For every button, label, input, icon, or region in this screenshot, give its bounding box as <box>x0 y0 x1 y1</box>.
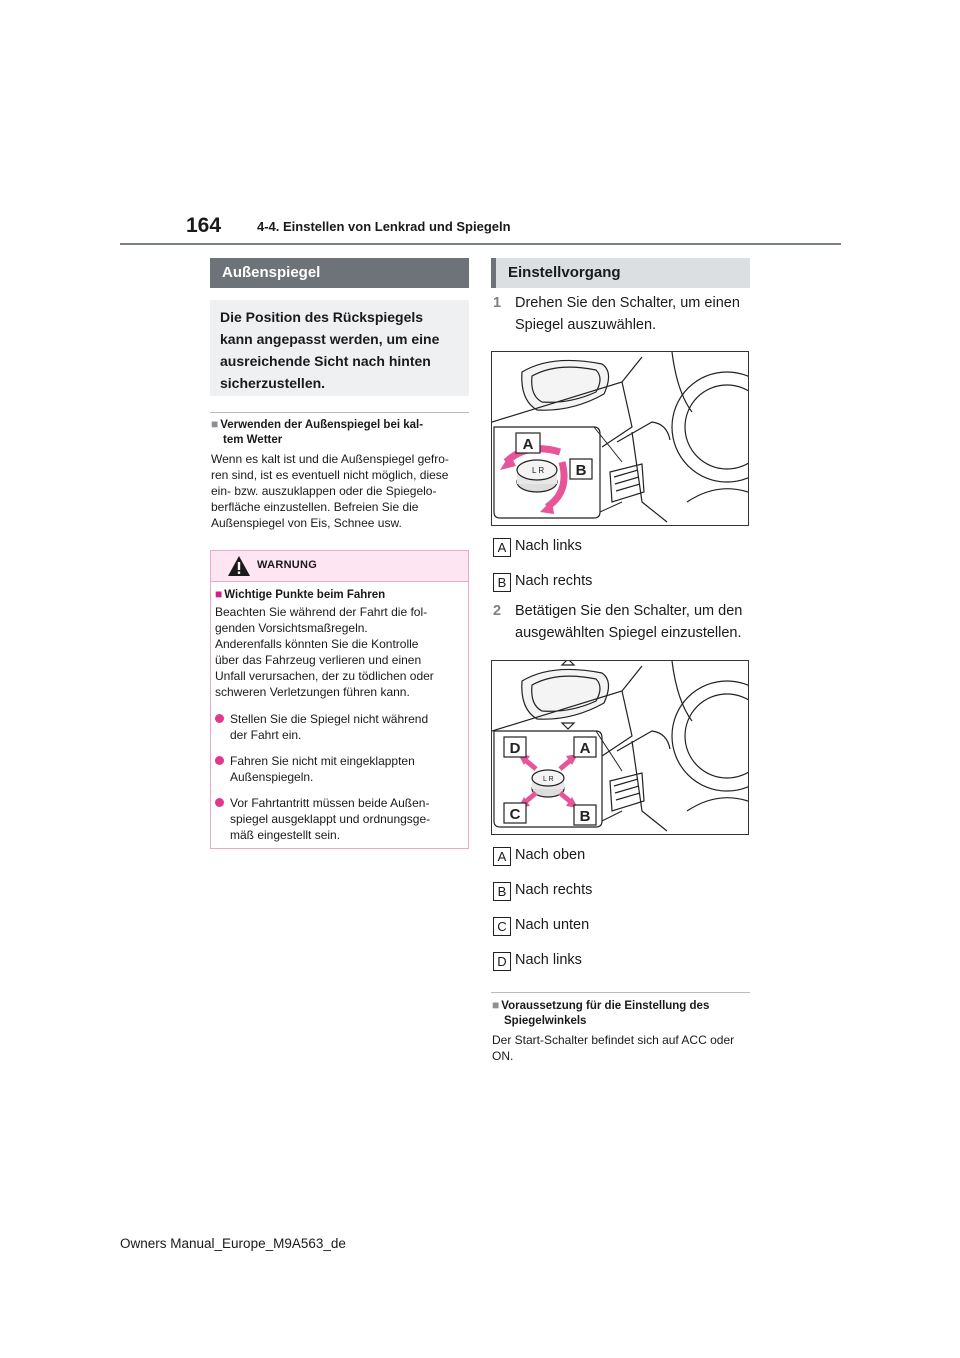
legend-key: A <box>493 847 511 866</box>
warning-bullet: Stellen Sie die Spiegel nicht während der Fahrt ein. <box>215 711 463 727</box>
fig2-label-b: B <box>579 808 591 825</box>
bullet-dot-icon <box>215 756 224 765</box>
legend-item: B Nach rechts <box>493 571 592 591</box>
legend-key: D <box>493 952 511 971</box>
divider <box>210 412 469 413</box>
warning-bullet: Vor Fahrtantritt müssen beide Außen- spiegel ausgeklappt und ordnungsge- mäß eingestellt sein. <box>215 795 463 811</box>
section-header: 4-4. Einstellen von Lenkrad und Spiegeln <box>257 219 511 234</box>
warning-subhead: ■ Wichtige Punkte beim Fahren <box>215 587 386 601</box>
svg-text:L R: L R <box>543 776 554 783</box>
step-number: 1 <box>493 295 502 311</box>
legend-key: C <box>493 917 511 936</box>
warning-bullet: Fahren Sie nicht mit eingeklappten Außenspiegeln. <box>215 753 463 769</box>
legend-key: A <box>493 538 511 557</box>
intro-line: ausreichende Sicht nach hinten <box>220 353 431 369</box>
intro-box <box>210 300 469 396</box>
warning-triangle-icon <box>227 555 251 577</box>
figure-switch-adjust <box>491 660 749 835</box>
mirror-adjust-illustration <box>492 661 748 834</box>
fig2-label-c: C <box>509 806 521 823</box>
intro-line: sicherzustellen. <box>220 375 326 391</box>
square-bullet-icon: ■ <box>211 417 219 431</box>
legend-item: D Nach links <box>493 950 582 970</box>
condition-heading: ■ Voraussetzung für die Einstellung des Spiegelwinkels <box>492 998 710 1027</box>
intro-line: Die Position des Rückspiegels <box>220 309 424 325</box>
footer-text: Owners Manual_Europe_M9A563_de <box>120 1236 346 1251</box>
step-number: 2 <box>493 603 502 619</box>
legend-item: A Nach links <box>493 536 582 556</box>
warning-title: WARNUNG <box>257 559 318 571</box>
legend-item: C Nach unten <box>493 915 589 935</box>
winter-heading: ■ Verwenden der Außenspiegel bei kal- tem Wetter <box>211 417 424 446</box>
header-rule <box>120 243 841 245</box>
figure-switch-select <box>491 351 749 526</box>
condition-body: Der Start-Schalter befindet sich auf ACC oder ON. <box>492 1033 735 1063</box>
intro-line: kann angepasst werden, um eine <box>220 331 440 347</box>
legend-item: B Nach rechts <box>493 880 592 900</box>
step-1: 1 Drehen Sie den Schalter, um einen Spiegel auszuwählen. <box>493 292 753 338</box>
fig2-label-a: A <box>579 740 591 757</box>
fig1-label-a: A <box>522 436 534 453</box>
legend-key: B <box>493 573 511 592</box>
warning-box <box>210 550 469 849</box>
section-banner-aussenspiegel: Außenspiegel <box>210 258 469 288</box>
warning-body: Beachten Sie während der Fahrt die fol- genden Vorsichtsmaßregeln. Anderenfalls könnten Sie die Kontrolle über das Fahrzeug verlieren und einen Unfall verursachen, der zu tödlichen oder schweren Verletzungen führen kann. <box>215 605 434 699</box>
fig2-label-d: D <box>509 740 521 757</box>
winter-body: Wenn es kalt ist und die Außenspiegel gefro- ren sind, ist es eventuell nicht möglich, diese ein- bzw. auszuklappen oder die Spiegelo- berfläche einzustellen. Befreien Sie die Außenspiegel von Eis, Schnee usw. <box>211 452 449 530</box>
svg-text:L R: L R <box>532 466 545 475</box>
bullet-dot-icon <box>215 714 224 723</box>
step-2: 2 Betätigen Sie den Schalter, um den ausgewählten Spiegel einzustellen. <box>493 600 753 646</box>
square-bullet-icon: ■ <box>215 587 223 601</box>
mirror-switch-illustration <box>492 352 748 525</box>
page-number: 164 <box>186 214 222 237</box>
square-bullet-icon: ■ <box>492 998 500 1012</box>
section-banner-einstellvorgang: Einstellvorgang <box>491 258 750 288</box>
bullet-dot-icon <box>215 798 224 807</box>
warning-header <box>211 551 468 582</box>
divider <box>491 992 750 993</box>
legend-item: A Nach oben <box>493 845 585 865</box>
fig1-label-b: B <box>575 462 587 479</box>
legend-key: B <box>493 882 511 901</box>
